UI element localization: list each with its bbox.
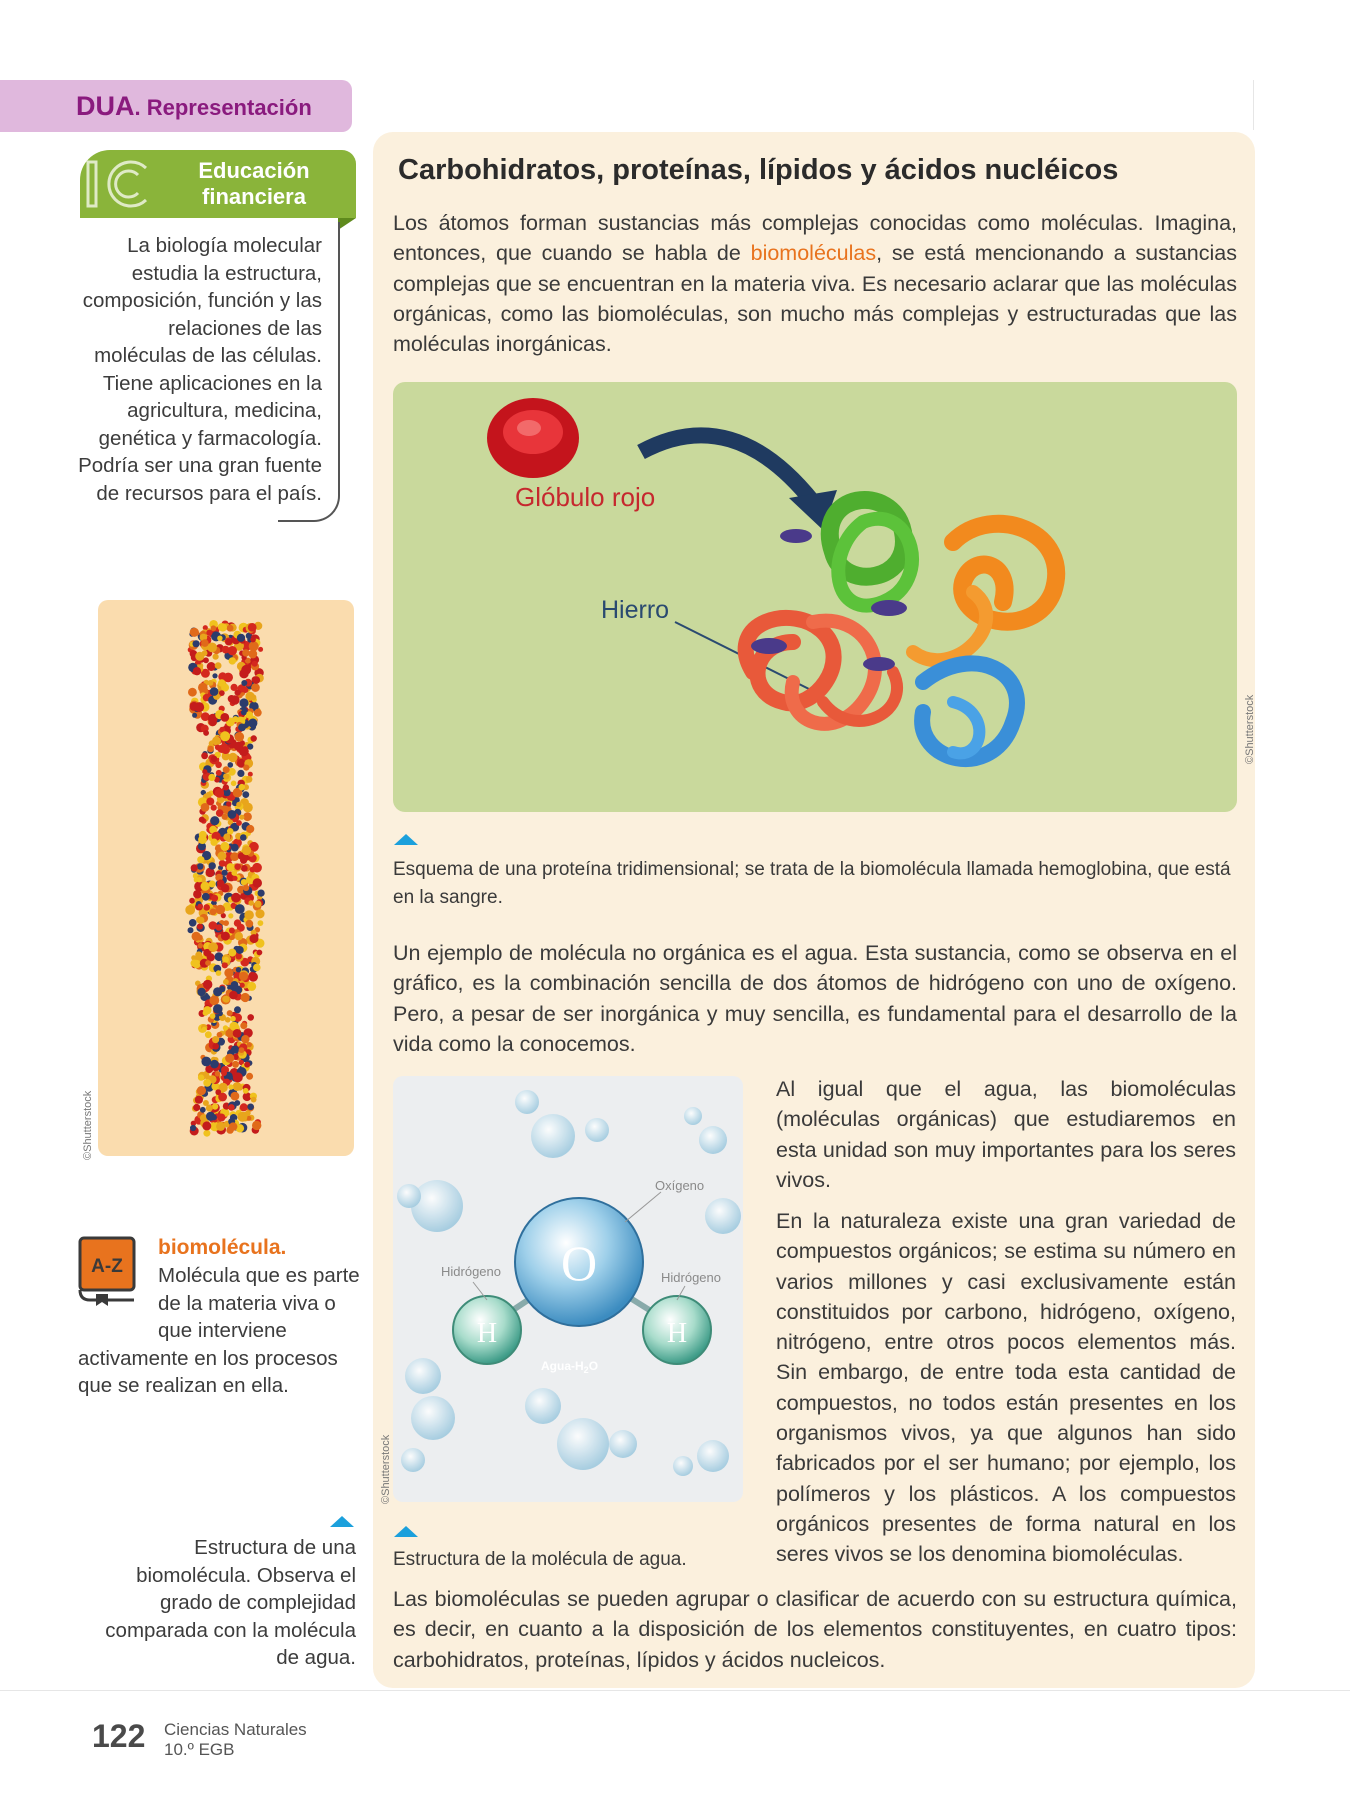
strand-atom bbox=[229, 928, 235, 934]
strand-atom bbox=[221, 1070, 227, 1076]
strand-atom bbox=[247, 982, 256, 991]
strand-atom bbox=[231, 893, 241, 903]
strand-atom bbox=[193, 667, 201, 675]
strand-atom bbox=[201, 752, 208, 759]
column-paragraph-2: En la naturaleza existe una gran variedad de compuestos orgánicos; se estima su número en varios millones y casi exclusivamente están constituidos por carbono, hidrógeno, oxígeno, nitrógeno, entre otros pocos elementos más. Sin embargo, de entre toda esta cantidad de compuestos, no todos están presentes en los organismos vivos, ya que algunos han sido fabricados por el ser humano; por ejemplo, los polímeros y los plásticos. A los compuestos orgánicos presentes de forma natural en los seres vivos se los denomina biomoléculas. bbox=[776, 1209, 1236, 1567]
strand-atom bbox=[206, 630, 212, 636]
strand-atom bbox=[228, 1104, 235, 1111]
strand-atom bbox=[250, 637, 256, 643]
strand-atom bbox=[246, 776, 253, 783]
strand-atom bbox=[252, 683, 258, 689]
strand-atom bbox=[198, 835, 207, 844]
caption-triangle-icon bbox=[330, 1516, 354, 1527]
strand-atom bbox=[240, 834, 247, 841]
strand-atom bbox=[201, 882, 210, 891]
strand-atom bbox=[255, 909, 264, 918]
water-molecule-figure bbox=[393, 1076, 743, 1502]
strand-atom bbox=[210, 1060, 219, 1069]
strand-atom bbox=[223, 784, 229, 790]
strand-atom bbox=[216, 770, 222, 776]
strand-atom bbox=[232, 1061, 239, 1068]
strand-atom bbox=[202, 769, 207, 774]
strand-atom bbox=[241, 1035, 249, 1043]
strand-atom bbox=[185, 905, 195, 915]
hemoglobin-figure bbox=[393, 382, 1237, 812]
strand-atom bbox=[241, 993, 250, 1002]
strand-atom bbox=[206, 1112, 215, 1121]
strand-atom bbox=[254, 709, 262, 717]
strand-atom bbox=[190, 628, 199, 637]
strand-atom bbox=[243, 803, 253, 813]
strand-atom bbox=[218, 1093, 227, 1102]
strand-atom bbox=[227, 625, 234, 632]
svg-text:H: H bbox=[666, 1318, 688, 1349]
strand-atom bbox=[198, 1074, 204, 1080]
strand-atom bbox=[211, 756, 217, 762]
margin-rule bbox=[1253, 80, 1254, 130]
svg-text:Hidrógeno: Hidrógeno bbox=[441, 1264, 501, 1279]
educacion-financiera-header bbox=[80, 150, 356, 218]
strand-atom bbox=[226, 863, 234, 871]
strand-atom bbox=[212, 1036, 219, 1043]
strand-atom bbox=[192, 932, 201, 941]
strand-atom bbox=[221, 745, 230, 754]
strand-atom bbox=[203, 1130, 210, 1137]
strand-atom bbox=[188, 688, 197, 697]
strand-atom bbox=[227, 1010, 233, 1016]
strand-atom bbox=[206, 792, 212, 798]
strand-atom bbox=[197, 877, 202, 882]
dua-representacion-tab bbox=[0, 80, 352, 132]
dua-label: DUA bbox=[76, 91, 135, 121]
strand-atom bbox=[197, 856, 204, 863]
intro-paragraph: Los átomos forman sustancias más complejas conocidas como moléculas. Imagina, entonces, que cuando se habla de biomoléculas, se está mencionando a sustancias complejas que se encuentran en la materia viva. Es necesario aclarar que las moléculas orgánicas, como las biomoléculas, son mucho más complejas y estructuradas que las moléculas inorgánicas. bbox=[393, 211, 1237, 357]
strand-atom bbox=[233, 1029, 242, 1038]
strand-atom bbox=[228, 913, 233, 918]
strand-atom bbox=[213, 987, 222, 996]
strand-atom bbox=[234, 742, 243, 751]
strand-atom bbox=[231, 684, 238, 691]
strand-atom bbox=[211, 895, 218, 902]
strand-atom bbox=[243, 885, 249, 891]
strand-atom bbox=[254, 901, 261, 908]
strand-atom bbox=[198, 943, 203, 948]
strand-atom bbox=[222, 962, 228, 968]
credit-water: ©Shutterstock bbox=[380, 1434, 392, 1504]
strand-atom bbox=[215, 662, 222, 669]
strand-atom bbox=[228, 810, 237, 819]
strand-atom bbox=[209, 862, 216, 869]
strand-atom bbox=[248, 650, 257, 659]
label-hierro: Hierro bbox=[601, 596, 670, 624]
strand-atom bbox=[197, 1086, 206, 1095]
strand-atom bbox=[258, 647, 263, 652]
strand-atom bbox=[229, 657, 236, 664]
strand-atom bbox=[251, 1097, 257, 1103]
strand-atom bbox=[217, 852, 226, 861]
strand-atom bbox=[211, 805, 217, 811]
strand-atom bbox=[231, 781, 237, 787]
strand-atom bbox=[230, 1016, 236, 1022]
strand-atom bbox=[258, 890, 265, 897]
strand-atom bbox=[246, 825, 254, 833]
strand-atom bbox=[202, 1027, 207, 1032]
strand-atom bbox=[235, 932, 243, 940]
strand-atom bbox=[192, 713, 197, 718]
strand-atom bbox=[240, 1022, 247, 1029]
strand-atom bbox=[238, 724, 246, 732]
strand-atom bbox=[229, 991, 238, 1000]
strand-atom bbox=[246, 1073, 253, 1080]
strand-atom bbox=[234, 1006, 241, 1013]
strand-atom bbox=[197, 924, 203, 930]
strand-atom bbox=[223, 996, 230, 1003]
strand-atom bbox=[223, 979, 229, 985]
strand-atom bbox=[241, 710, 247, 716]
strand-atom bbox=[230, 852, 239, 861]
strand-atom bbox=[203, 1100, 209, 1106]
strand-atom bbox=[215, 788, 224, 797]
strand-atom bbox=[221, 884, 230, 893]
credit-strand: ©Shutterstock bbox=[82, 1090, 94, 1160]
strand-atom bbox=[231, 870, 237, 876]
strand-atom bbox=[232, 876, 237, 881]
strand-atom bbox=[243, 812, 252, 821]
strand-atom bbox=[233, 1082, 242, 1091]
strand-atom bbox=[257, 950, 263, 956]
strand-atom bbox=[216, 905, 226, 915]
strand-atom bbox=[223, 833, 230, 840]
strand-atom bbox=[228, 762, 234, 768]
strand-atom bbox=[197, 988, 205, 996]
educacion-financiera-text: La biología molecular estudia la estructura, composición, función y las relaciones de las moléculas de las células. Tiene aplicaciones en la agricultura, medicina, genética y farmacología. Podría ser una gran fuente de recursos para el país. bbox=[78, 234, 322, 505]
educacion-financiera-title: Educación financiera bbox=[198, 158, 310, 209]
strand-atom bbox=[246, 711, 253, 718]
strand-atom bbox=[248, 719, 257, 728]
strand-atom bbox=[230, 695, 239, 704]
strand-atom bbox=[203, 730, 209, 736]
strand-atom bbox=[237, 1112, 247, 1122]
strand-atom bbox=[241, 680, 247, 686]
strand-atom bbox=[228, 646, 237, 655]
strand-atom bbox=[205, 960, 211, 966]
strand-atom bbox=[239, 1047, 245, 1053]
strand-atom bbox=[195, 951, 202, 958]
strand-atom bbox=[243, 1088, 249, 1094]
biomolecule-strand-illustration bbox=[98, 600, 354, 1156]
page-number: 122 bbox=[92, 1718, 146, 1754]
strand-atom bbox=[216, 970, 222, 976]
strand-atom bbox=[240, 1103, 248, 1111]
strand-atom bbox=[207, 662, 216, 671]
strand-atom bbox=[252, 1121, 261, 1130]
strand-atom bbox=[198, 683, 208, 693]
strand-atom bbox=[223, 920, 229, 926]
dua-subtitle: . Representación bbox=[134, 95, 312, 120]
strand-atom bbox=[242, 846, 251, 855]
strand-atom bbox=[242, 687, 248, 693]
strand-atom bbox=[200, 1107, 206, 1113]
strand-atom bbox=[189, 898, 195, 904]
strand-atom bbox=[244, 910, 254, 920]
strand-atom bbox=[205, 1031, 212, 1038]
strand-atom bbox=[210, 909, 217, 916]
strand-atom bbox=[221, 932, 230, 941]
svg-text:A-Z: A-Z bbox=[91, 1256, 123, 1277]
strand-atom bbox=[215, 745, 221, 751]
strand-atom bbox=[212, 673, 217, 678]
strand-atom bbox=[228, 1084, 233, 1089]
svg-text:H: H bbox=[476, 1318, 498, 1349]
strand-atom bbox=[199, 817, 205, 823]
svg-text:O: O bbox=[560, 1235, 598, 1291]
strand-atom bbox=[236, 967, 241, 972]
strand-atom bbox=[203, 625, 208, 630]
strand-atom bbox=[223, 773, 229, 779]
strand-atom bbox=[223, 766, 230, 773]
strand-atom bbox=[195, 1096, 203, 1104]
strand-atom bbox=[231, 1092, 240, 1101]
column-paragraph-1: Al igual que el agua, las biomoléculas (moléculas orgánicas) que estudiaremos en esta unidad son muy importantes para los seres vivos. bbox=[776, 1077, 1236, 1192]
closing-paragraph: Las biomoléculas se pueden agrupar o clasificar de acuerdo con su estructura química, es decir, en cuanto a la disposición de los elementos constituyentes, en cuatro tipos: carbohidratos, proteínas, lípidos y ácidos nucleicos. bbox=[393, 1587, 1237, 1672]
strand-atom bbox=[225, 1054, 234, 1063]
strand-atom bbox=[207, 643, 217, 653]
strand-atom bbox=[196, 917, 203, 924]
strand-atom bbox=[209, 996, 219, 1006]
strand-atom bbox=[201, 639, 209, 647]
strand-atom bbox=[242, 649, 249, 656]
strand-atom bbox=[193, 890, 202, 899]
strand-atom bbox=[210, 839, 217, 846]
strand-atom bbox=[203, 904, 210, 911]
strand-atom bbox=[243, 765, 249, 771]
ic-logo-icon bbox=[86, 156, 162, 212]
strand-atom bbox=[248, 623, 257, 632]
strand-atom bbox=[220, 731, 230, 741]
svg-text:Hidrógeno: Hidrógeno bbox=[661, 1270, 721, 1285]
strand-atom bbox=[217, 1114, 225, 1122]
strand-atom bbox=[245, 692, 254, 701]
strand-atom bbox=[197, 904, 202, 909]
strand-atom bbox=[212, 736, 221, 745]
strand-atom bbox=[203, 1006, 211, 1014]
credit-hemoglobin: ©Shutterstock bbox=[1244, 694, 1256, 764]
water-caption: Estructura de la molécula de agua. bbox=[393, 1549, 687, 1570]
strand-atom bbox=[201, 1057, 211, 1067]
page-title: Carbohidratos, proteínas, lípidos y ácidos nucléicos bbox=[398, 154, 1119, 186]
strand-atom bbox=[216, 1122, 225, 1131]
strand-atom bbox=[258, 920, 264, 926]
strand-atom bbox=[212, 1043, 219, 1050]
strand-atom bbox=[203, 657, 209, 663]
strand-atom bbox=[201, 803, 210, 812]
strand-atom bbox=[235, 946, 242, 953]
strand-atom bbox=[222, 814, 228, 820]
strand-atom bbox=[235, 953, 242, 960]
strand-atom bbox=[236, 802, 241, 807]
strand-atom bbox=[189, 919, 197, 927]
strand-atom bbox=[223, 1025, 228, 1030]
strand-atom bbox=[197, 863, 204, 870]
strand-atom bbox=[252, 661, 258, 667]
strand-atom bbox=[226, 801, 231, 806]
strand-atom bbox=[190, 1125, 196, 1131]
highlight-biomoleculas: biomoléculas bbox=[750, 241, 877, 266]
strand-atom bbox=[209, 921, 218, 930]
caption-triangle-icon bbox=[394, 834, 418, 845]
strand-atom bbox=[247, 1104, 254, 1111]
strand-atom bbox=[237, 634, 245, 642]
strand-atom bbox=[229, 1122, 237, 1130]
strand-atom bbox=[224, 968, 233, 977]
footer-rule bbox=[0, 1690, 1350, 1691]
water-molecule-illustration bbox=[393, 1076, 743, 1502]
hemoglobin-illustration bbox=[393, 382, 1237, 812]
strand-atom bbox=[250, 934, 259, 943]
footer-subject: Ciencias Naturales 10.º EGB bbox=[164, 1720, 307, 1759]
strand-atom bbox=[203, 1079, 211, 1087]
strand-atom bbox=[244, 1062, 250, 1068]
strand-atom bbox=[239, 784, 246, 791]
svg-text:Oxígeno: Oxígeno bbox=[655, 1178, 705, 1193]
strand-atom bbox=[202, 893, 210, 901]
strand-atom bbox=[213, 654, 219, 660]
strand-atom bbox=[223, 957, 229, 963]
strand-atom bbox=[251, 735, 257, 741]
strand-atom bbox=[245, 920, 253, 928]
header-fold bbox=[338, 218, 356, 230]
strand-atom bbox=[193, 640, 200, 647]
glossary-term: biomolécula. bbox=[158, 1236, 287, 1259]
strand-atom bbox=[213, 1004, 223, 1014]
strand-atom bbox=[212, 1103, 218, 1109]
strand-atom bbox=[219, 623, 227, 631]
strand-atom bbox=[228, 949, 236, 957]
strand-atom bbox=[239, 972, 248, 981]
strand-atom bbox=[194, 702, 204, 712]
strand-atom bbox=[202, 1121, 211, 1130]
water-paragraph: Un ejemplo de molécula no orgánica es el agua. Esta sustancia, como se observa en el gráfico, es la combinación sencilla de dos átomos de hidrógeno con uno de oxígeno. Pero, a pesar de ser inorgánica y muy sencilla, es fundamental para el desarrollo de la vida como la conocemos. bbox=[393, 941, 1237, 1056]
strand-atom bbox=[253, 964, 261, 972]
strand-atom bbox=[209, 718, 217, 726]
caption-triangle-icon bbox=[394, 1526, 418, 1537]
strand-atom bbox=[210, 1013, 216, 1019]
strand-atom bbox=[248, 900, 254, 906]
hemoglobin-caption: Esquema de una proteína tridimensional; se trata de la biomolécula llamada hemoglobina, que está en la sangre. bbox=[393, 859, 1231, 908]
strand-atom bbox=[241, 865, 248, 872]
strand-atom bbox=[237, 770, 244, 777]
strand-atom bbox=[203, 980, 212, 989]
strand-atom bbox=[208, 942, 218, 952]
svg-text:Agua-H2O: Agua-$H_2O$ bbox=[541, 1359, 599, 1375]
strand-atom bbox=[208, 680, 214, 686]
strand-atom bbox=[220, 842, 229, 851]
strand-atom bbox=[252, 676, 259, 683]
strand-atom bbox=[249, 972, 258, 981]
strand-atom bbox=[207, 746, 214, 753]
strand-atom bbox=[253, 878, 262, 887]
left-figure-caption: Estructura de una biomolécula. Observa el grado de complejidad comparada con la molécula de agua. bbox=[105, 1536, 356, 1669]
strand-atom bbox=[192, 960, 201, 969]
label-globulo-rojo: Glóbulo rojo bbox=[515, 482, 656, 512]
strand-atom bbox=[195, 652, 204, 661]
strand-atom bbox=[239, 669, 248, 678]
strand-atom bbox=[215, 1071, 221, 1077]
strand-atom bbox=[233, 1072, 243, 1082]
strand-atom bbox=[234, 863, 241, 870]
strand-atom bbox=[239, 815, 244, 820]
strand-atom bbox=[231, 844, 239, 852]
strand-atom bbox=[210, 816, 219, 825]
strand-atom bbox=[231, 981, 239, 989]
strand-atom bbox=[222, 870, 228, 876]
strand-atom bbox=[188, 927, 194, 933]
strand-atom bbox=[208, 774, 215, 781]
strand-atom bbox=[240, 983, 245, 988]
strand-atom bbox=[242, 791, 249, 798]
strand-atom bbox=[235, 904, 245, 914]
strand-atom bbox=[210, 687, 219, 696]
strand-atom bbox=[236, 820, 242, 826]
strand-atom bbox=[250, 867, 256, 873]
strand-atom bbox=[234, 1100, 240, 1106]
strand-atom bbox=[217, 636, 222, 641]
glossary-definition: Molécula que es parte de la materia viva o que interviene activamente en los procesos que se realizan en ella. bbox=[78, 1264, 360, 1397]
strand-atom bbox=[191, 864, 198, 871]
strand-atom bbox=[223, 673, 233, 683]
biomolecule-strand-image bbox=[98, 600, 354, 1156]
strand-atom bbox=[247, 1014, 254, 1021]
strand-atom bbox=[193, 1104, 200, 1111]
strand-atom bbox=[228, 753, 237, 762]
strand-atom bbox=[235, 732, 245, 742]
strand-atom bbox=[220, 713, 229, 722]
